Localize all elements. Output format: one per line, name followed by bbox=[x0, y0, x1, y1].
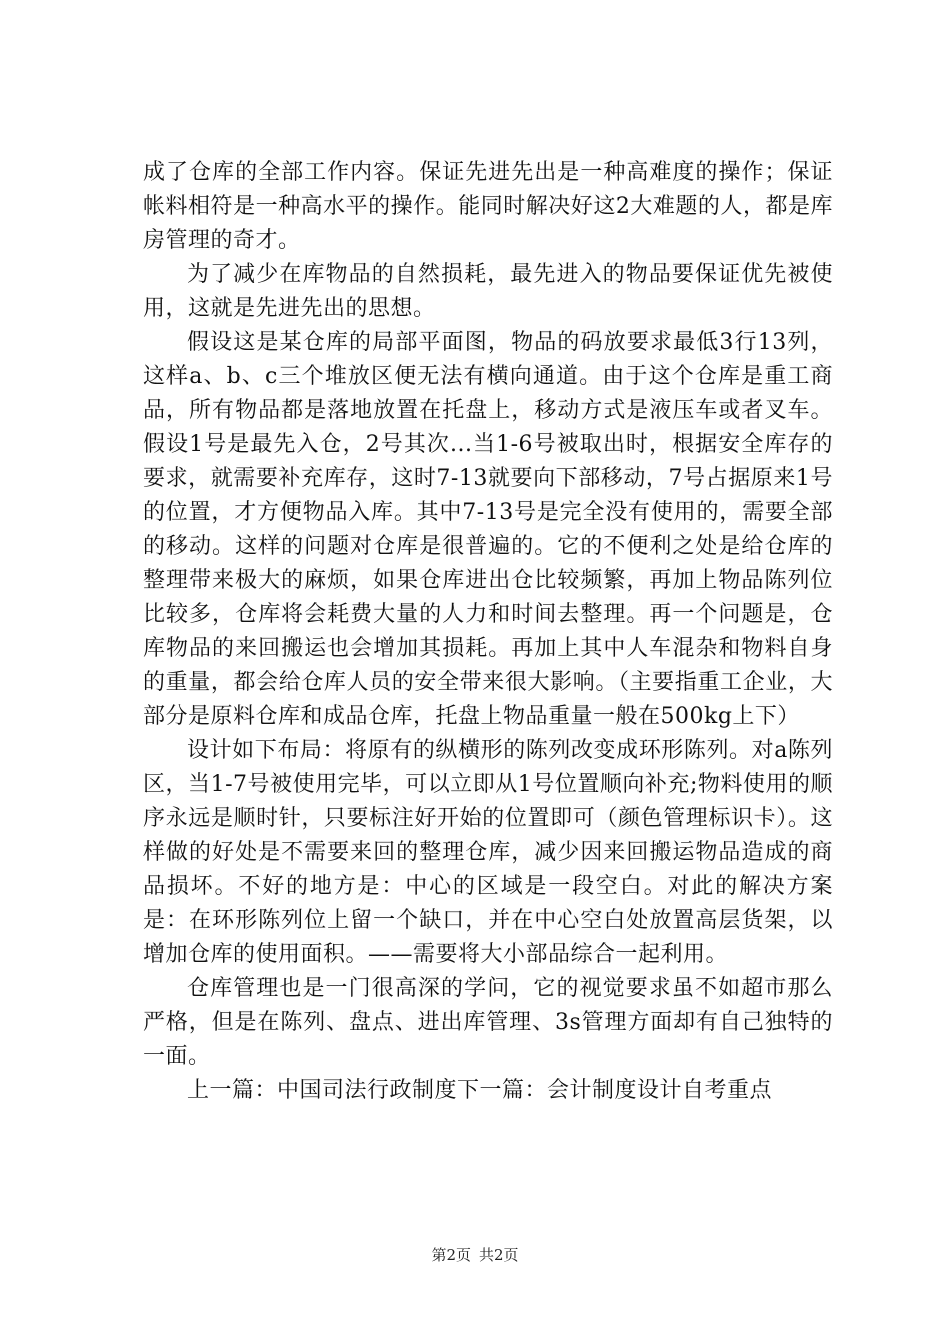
paragraph-continuation: 成了仓库的全部工作内容。保证先进先出是一种高难度的操作；保证帐料相符是一种高水平的操作。能同时解决好这2大难题的人，都是库房管理的奇才。 bbox=[143, 160, 833, 253]
page-number: 第2页 bbox=[431, 1246, 471, 1264]
page-total: 共2页 bbox=[479, 1246, 519, 1264]
paragraph-floor-plan-problem: 假设这是某仓库的局部平面图，物品的码放要求最低3行13列，这样a、b、c三个堆放区便无法有横向通道。由于这个仓库是重工商品，所有物品都是落地放置在托盘上，移动方式是液压车或者叉车。假设1号是最先入仓，2号其次...当1-6号被取出时，根据安全库存的要求，就需要补充库存，这时7-13就要向下部移动，7号占据原来1号的位置，才方便物品入库。其中7-13号是完全没有使用的，需要全部的移动。这样的问题对仓库是很普遍的。它的不便利之处是给仓库的整理带来极大的麻烦，如果仓库进出仓比较频繁，再加上物品陈列位比较多，仓库将会耗费大量的人力和时间去整理。再一个问题是，仓库物品的来回搬运也会增加其损耗。再加上其中人车混杂和物料自身的重量，都会给仓库人员的安全带来很大影响。（主要指重工企业，大部分是原料仓库和成品仓库，托盘上物品重量一般在500kg上下） bbox=[143, 330, 833, 729]
paragraph-ring-layout-design: 设计如下布局：将原有的纵横形的陈列改变成环形陈列。对a陈列区，当1-7号被使用完毕，可以立即从1号位置顺向补充;物料使用的顺序永远是顺时针，只要标注好开始的位置即可（颜色管理标识卡）。这样做的好处是不需要来回的整理仓库，减少因来回搬运物品造成的商品损坏。不好的地方是：中心的区域是一段空白。对此的解决方案是：在环形陈列位上留一个缺口，并在中心空白处放置高层货架，以增加仓库的使用面积。——需要将大小部品综合一起利用。 bbox=[143, 738, 833, 967]
paragraph-prev-next-links: 上一篇：中国司法行政制度下一篇：会计制度设计自考重点 bbox=[187, 1078, 773, 1103]
page-footer bbox=[0, 1245, 950, 1265]
paragraph-fifo-idea: 为了减少在库物品的自然损耗，最先进入的物品要保证优先被使用，这就是先进先出的思想。 bbox=[143, 262, 833, 321]
paragraph-warehouse-management: 仓库管理也是一门很高深的学问，它的视觉要求虽不如超市那么严格，但是在陈列、盘点、进出库管理、3s管理方面却有自己独特的一面。 bbox=[143, 976, 833, 1069]
document-body bbox=[143, 156, 833, 1108]
